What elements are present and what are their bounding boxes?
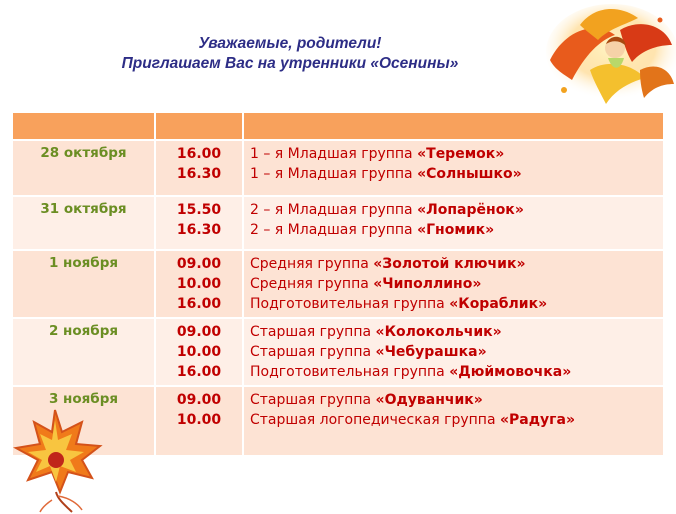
group-cell	[243, 318, 663, 386]
group-name: «Чебурашка»	[375, 344, 487, 360]
table-row	[13, 318, 663, 386]
group-type: Средняя группа	[250, 276, 374, 292]
group-type: 2 – я Младшая группа	[250, 202, 418, 218]
time-cell	[155, 386, 243, 456]
group-type: Средняя группа	[250, 256, 374, 272]
header-cell-time	[155, 113, 243, 140]
header-cell-date	[13, 113, 155, 140]
date-cell: 28 октября	[13, 140, 155, 196]
title-line-greeting: Уважаемые, родители!	[198, 35, 382, 52]
group-line	[250, 362, 663, 382]
title-line-invitation: Приглашаем Вас на утренники «Осенины»	[121, 55, 459, 72]
group-cell	[243, 386, 663, 456]
date-cell: 2 ноября	[13, 318, 155, 386]
schedule-table	[13, 113, 663, 457]
group-line	[250, 200, 663, 220]
time-value: 16.30	[176, 222, 222, 238]
time-value: 10.00	[176, 412, 222, 428]
group-type: Старшая группа	[250, 324, 376, 340]
group-name: «Золотой ключик»	[373, 256, 526, 272]
group-line	[250, 390, 663, 410]
time-value: 16.30	[176, 166, 222, 182]
group-line	[250, 294, 663, 314]
group-type: Старшая группа	[250, 344, 376, 360]
table-row	[13, 386, 663, 456]
group-line	[250, 274, 663, 294]
group-type: 1 – я Младшая группа	[250, 146, 418, 162]
group-type: 1 – я Младшая группа	[250, 166, 418, 182]
time-value: 16.00	[176, 296, 222, 312]
group-cell	[243, 250, 663, 318]
date-cell: 1 ноября	[13, 250, 155, 318]
time-cell	[155, 250, 243, 318]
group-type: 2 – я Младшая группа	[250, 222, 418, 238]
table-header-row	[13, 113, 663, 140]
group-name: «Кораблик»	[449, 296, 548, 312]
group-type: Старшая группа	[250, 392, 376, 408]
time-cell	[155, 196, 243, 250]
group-name: «Одуванчик»	[375, 392, 483, 408]
group-type: Подготовительная группа	[250, 296, 450, 312]
time-value: 10.00	[176, 276, 222, 292]
time-cell	[155, 140, 243, 196]
group-line	[250, 144, 663, 164]
table-row	[13, 196, 663, 250]
group-line	[250, 220, 663, 240]
time-value: 09.00	[176, 256, 222, 272]
maple-leaf-icon	[0, 400, 110, 514]
group-type: Подготовительная группа	[250, 364, 450, 380]
group-cell	[243, 196, 663, 250]
group-name: «Чиполлино»	[373, 276, 482, 292]
group-name: «Лопарёнок»	[417, 202, 524, 218]
table-row	[13, 140, 663, 196]
group-name: «Дюймовочка»	[449, 364, 572, 380]
page-title	[30, 34, 550, 74]
group-type: Старшая логопедическая группа	[250, 412, 500, 428]
time-value: 09.00	[176, 324, 222, 340]
group-line	[250, 254, 663, 274]
group-line	[250, 164, 663, 184]
date-cell: 31 октября	[13, 196, 155, 250]
group-name: «Гномик»	[417, 222, 495, 238]
time-value: 10.00	[176, 344, 222, 360]
time-value: 15.50	[176, 202, 222, 218]
group-name: «Солнышко»	[417, 166, 522, 182]
table-row	[13, 250, 663, 318]
group-line	[250, 322, 663, 342]
autumn-leaves-illustration	[520, 0, 676, 112]
group-name: «Теремок»	[417, 146, 505, 162]
group-line	[250, 342, 663, 362]
time-value: 16.00	[176, 146, 222, 162]
date-cell: 3 ноября	[13, 386, 155, 456]
group-cell	[243, 140, 663, 196]
header-cell-group	[243, 113, 663, 140]
group-line	[250, 410, 663, 430]
group-name: «Колокольчик»	[375, 324, 502, 340]
time-value: 09.00	[176, 392, 222, 408]
time-value: 16.00	[176, 364, 222, 380]
time-cell	[155, 318, 243, 386]
group-name: «Радуга»	[500, 412, 575, 428]
